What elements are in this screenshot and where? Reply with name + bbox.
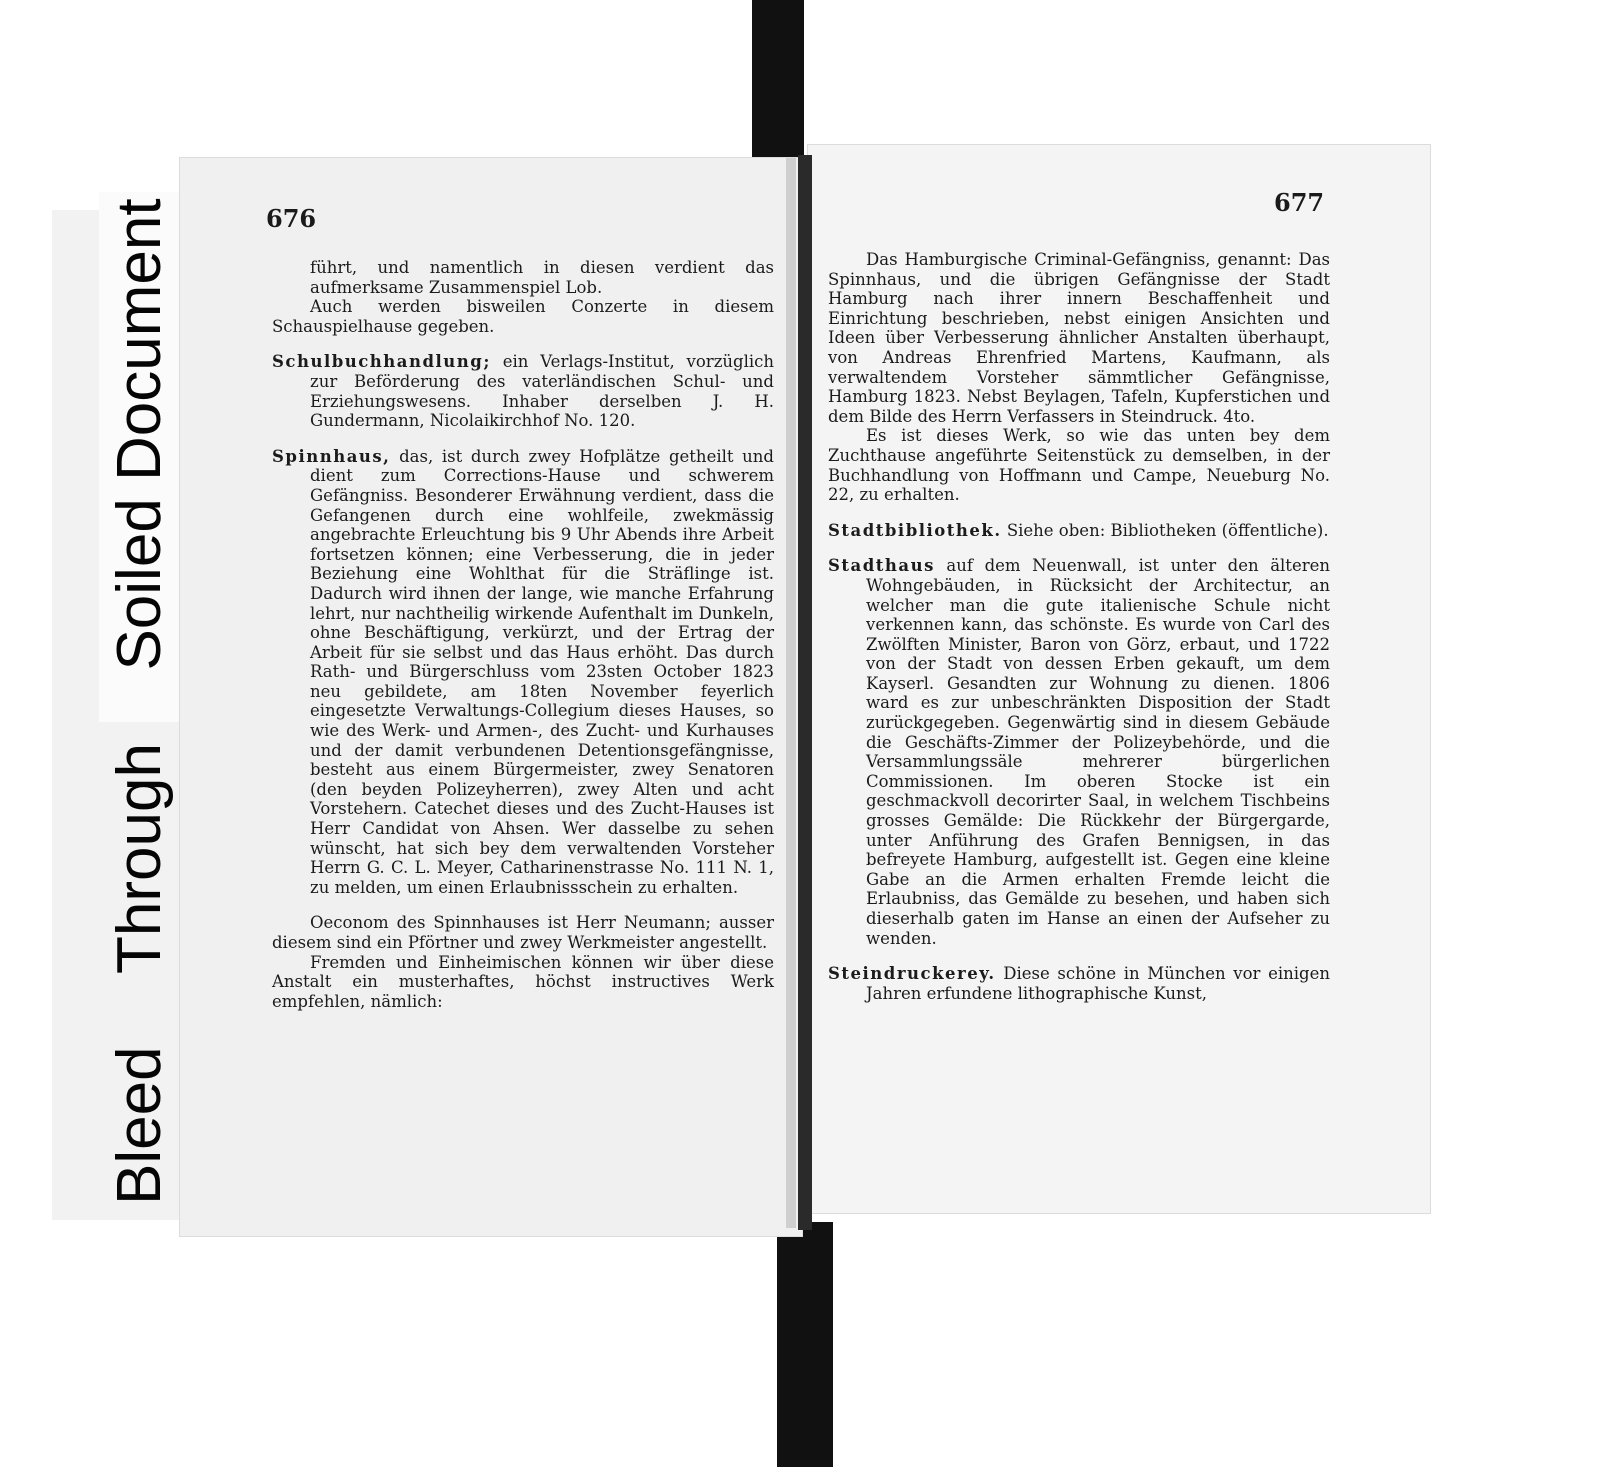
entry-headword: Schulbuchhandlung; — [272, 352, 491, 372]
entry-text: Diese schöne in München vor einigen Jahren erfundene lithographische Kunst, — [866, 964, 1330, 1003]
left-paragraph: Oeconom des Spinnhauses ist Herr Neumann; ausser diesem sind ein Pförtner und zwey Werkmeister angestellt. — [272, 913, 774, 952]
right-entry — [828, 556, 1330, 948]
left-entry — [272, 447, 774, 898]
right-entry — [828, 964, 1330, 1003]
right-page-text — [828, 250, 1330, 1019]
gutter-strip-top — [752, 0, 804, 160]
label-word-3: Soiled Document — [105, 198, 174, 671]
gutter-strip-bottom — [777, 1222, 833, 1467]
entry-text: Siehe oben: Bibliotheken (öffentliche). — [1001, 520, 1329, 540]
right-page-number: 677 — [1274, 188, 1325, 217]
entry-headword: Stadtbibliothek. — [828, 520, 1002, 540]
entry-headword: Stadthaus — [828, 556, 935, 576]
entry-text: ein Verlags-Institut, vorzüglich zur Beförderung des vaterländischen Schul- und Erziehungswesens. Inhaber derselben J. H. Gundermann, Nicolaikirchhof No. 120. — [310, 352, 774, 431]
left-paragraph: Fremden und Einheimischen können wir über diese Anstalt ein musterhaftes, höchst instructives Werk empfehlen, nämlich: — [272, 952, 774, 1011]
book-spine — [798, 155, 812, 1230]
right-entry — [828, 521, 1330, 541]
entry-headword: Spinnhaus, — [272, 446, 391, 466]
left-paragraph: Auch werden bisweilen Conzerte in diesem Schauspielhause gegeben. — [272, 297, 774, 336]
entry-text: das, ist durch zwey Hofplätze getheilt und dient zum Corrections-Hause und schwerem Gefängniss. Besonderer Erwähnung verdient, dass die Gefangenen durch eine wohlfeile, zwekmässig angebrachte Erleuchtung bis 9 Uhr Abends ihre Arbeit fortsetzen können; eine Verbesserung, die in jeder Beziehung eine Wohlthat für die Sträflinge ist. Dadurch wird ihnen der lange, wie manche Erfahrung lehrt, nur nachtheilig wirkende Aufenthalt im Dunkeln, ohne Beschäftigung, verkürzt, und der Ertrag der Arbeit für sie selbst und das Haus erhöht. Das durch Rath- und Bürgerschluss vom 23sten October 1823 neu gebildete, am 18ten November feyerlich eingesetzte Verwaltungs-Collegium dieses Hauses, so wie des Werk- und Armen-, des Zucht- und Kurhauses und der damit verbundenen Detentionsgefängnisse, besteht aus einem Bürgermeister, zwey Senatoren (den beyden Polizeyherren), zwey Alten und acht Vorstehern. Catechet dieses und des Zucht-Hauses ist Herr Candidat von Ahsen. Wer dasselbe zu sehen wünscht, hat sich bey dem verwaltenden Vorsteher Herrn G. C. L. Meyer, Catharinenstrasse No. 111 N. 1, zu melden, um einen Erlaubnissschein zu erhalten. — [310, 446, 774, 897]
microfilm-target-text — [100, 198, 180, 1205]
right-paragraph: Es ist dieses Werk, so wie das unten bey dem Zuchthause angeführte Seitenstück zu demselben, in der Buchhandlung von Hoffmann und Campe, Neueburg No. 22, zu erhalten. — [828, 426, 1330, 505]
spine-shadow — [786, 158, 796, 1228]
left-page-text — [272, 258, 774, 1011]
left-paragraph: führt, und namentlich in diesen verdient das aufmerksame Zusammenspiel Lob. — [310, 258, 774, 297]
label-word-1: Bleed — [105, 1046, 174, 1205]
label-word-2: Through — [105, 743, 174, 974]
entry-text: auf dem Neuenwall, ist unter den älteren Wohngebäuden, in Rücksicht der Architectur, an welcher man die gute italienische Schule nicht verkennen kann, das schönste. Es wurde von Carl des Zwölften Minister, Baron von Görz, erbaut, und 1722 von der Stadt von dessen Erben gekauft, um dem Kayserl. Gesandten zur Wohnung zu dienen. 1806 ward es zur unbeschränkten Disposition der Stadt zurückgegeben. Gegenwärtig sind in diesem Gebäude die Geschäfts-Zimmer der Polizeybehörde, und die Versammlungssäle mehrerer bürgerlichen Commissionen. Im oberen Stocke ist ein geschmackvoll decorirter Saal, in welchem Tischbeins grosses Gemälde: Die Rückkehr der Bürgergarde, unter Anführung des Grafen Bennigsen, in das befreyete Hamburg, aufgestellt ist. Gegen eine kleine Gabe an die Armen erhalten Fremde leicht die Erlaubniss, das Gemälde zu besehen, und haben sich dieserhalb gaten im Hanse an einen der Aufseher zu wenden. — [866, 556, 1330, 948]
left-entry — [272, 352, 774, 430]
entry-headword: Steindruckerey. — [828, 964, 996, 984]
left-page-number: 676 — [266, 204, 317, 233]
right-paragraph: Das Hamburgische Criminal-Gefängniss, genannt: Das Spinnhaus, und die übrigen Gefängnisse der Stadt Hamburg nach ihrer innern Beschaffenheit und Einrichtung beschrieben, nebst einigen Ansichten und Ideen über Verbesserung ähnlicher Anstalten überhaupt, von Andreas Ehrenfried Martens, Kaufmann, als verwaltendem Vorsteher sämmtlicher Gefängnisse, Hamburg 1823. Nebst Beylagen, Tafeln, Kupferstichen und dem Bilde des Herrn Verfassers in Steindruck. 4to. — [828, 250, 1330, 426]
